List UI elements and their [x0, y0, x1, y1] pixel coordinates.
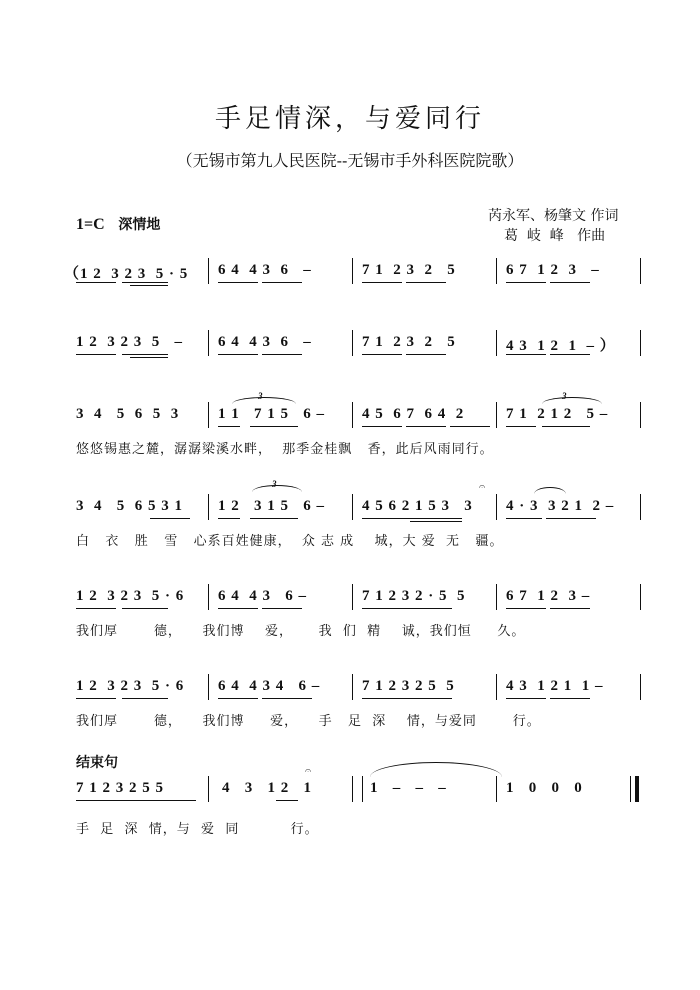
- lyric-line-5: 手 足 深 情，与 爱 同 行。: [76, 822, 319, 837]
- fermata-icon: 𝄐: [479, 480, 486, 493]
- measure-2-4: 4 3 1 2 1 – ）: [506, 338, 616, 354]
- lyric-line-2: 白 衣 胜 雪 心系百姓健康， 众 志 成 城，大 爱 无 疆。: [76, 534, 504, 549]
- tempo-mood: 深情地: [118, 217, 161, 233]
- beam: [150, 518, 190, 519]
- barline: [208, 402, 209, 428]
- barline: [640, 402, 641, 428]
- beam: [362, 608, 452, 609]
- measure-3-1: 3 4 5 6 5 3: [76, 406, 180, 422]
- measure-3-2: 1 1 7 1 5 6 –: [218, 406, 325, 422]
- beam: [250, 426, 298, 427]
- triplet-bracket: [542, 397, 602, 404]
- measure-6-1: 1 2 3 2 3 5 · 6: [76, 678, 185, 694]
- beam: [218, 608, 258, 609]
- measure-4-2: 1 2 3 1 5 6 –: [218, 498, 325, 514]
- barline: [208, 674, 209, 700]
- triplet-bracket: [232, 397, 296, 404]
- composer: 葛 岐 峰 作曲: [504, 228, 606, 244]
- barline: [352, 584, 353, 610]
- triplet-mark: 3: [258, 391, 263, 401]
- barline: [352, 674, 353, 700]
- tie: [370, 762, 502, 777]
- measure-1-3: 7 1 2 3 2 5: [362, 262, 456, 278]
- notes-system-1-m1: [64, 262, 188, 283]
- barline: [208, 776, 209, 802]
- measure-5-2: 6 4 4 3 6 –: [218, 588, 307, 604]
- beam: [506, 354, 546, 355]
- beam: [262, 608, 302, 609]
- beam: [76, 800, 196, 801]
- key-signature: [76, 214, 160, 234]
- beam: [218, 354, 258, 355]
- measure-7-1: 7 1 2 3 2 5 5: [76, 780, 164, 796]
- beam: [362, 698, 452, 699]
- triplet-bracket: [252, 485, 302, 492]
- barline: [352, 494, 353, 520]
- barline: [352, 776, 353, 802]
- triplet-mark: 3: [562, 391, 567, 401]
- barline: [496, 494, 497, 520]
- barline: [352, 402, 353, 428]
- barline: [640, 258, 641, 284]
- beam: [406, 282, 446, 283]
- measure-2-1: 1 2 3 2 3 5 –: [76, 334, 183, 350]
- tie: [534, 487, 566, 494]
- beam: [506, 608, 546, 609]
- beam: [76, 354, 116, 355]
- intro-paren: （: [64, 266, 81, 282]
- measure-1-4: 6 7 1 2 3 –: [506, 262, 600, 278]
- beam: [362, 354, 402, 355]
- measure-7-2: 4 3 1 2 1: [222, 780, 312, 796]
- final-barline-thin: [630, 776, 631, 802]
- beam: [506, 282, 546, 283]
- beam: [130, 285, 168, 286]
- barline: [352, 258, 353, 284]
- beam: [76, 282, 116, 283]
- measure-6-4: 4 3 1 2 1 1 –: [506, 678, 604, 694]
- barline: [496, 402, 497, 428]
- beam: [362, 426, 402, 427]
- barline: [496, 258, 497, 284]
- beam: [76, 698, 116, 699]
- barline: [496, 674, 497, 700]
- beam: [218, 518, 240, 519]
- beam: [506, 518, 542, 519]
- barline: [208, 494, 209, 520]
- beam: [122, 282, 168, 283]
- measure-4-3: 4 5 6 2 1 5 3 3: [362, 498, 473, 514]
- beam: [122, 608, 168, 609]
- final-barline-thick: [635, 776, 639, 802]
- barline: [352, 330, 353, 356]
- beam: [262, 354, 302, 355]
- measure-3-3: 4 5 6 7 6 4 2: [362, 406, 465, 422]
- beam: [250, 518, 298, 519]
- measure-6-2: 6 4 4 3 4 6 –: [218, 678, 321, 694]
- measure-3-4: 7 1 2 1 2 5 –: [506, 406, 609, 422]
- barline: [640, 330, 641, 356]
- measure-2-3: 7 1 2 3 2 5: [362, 334, 456, 350]
- measure-4-4: 4 · 3 3 2 1 2 –: [506, 498, 615, 514]
- barline: [208, 584, 209, 610]
- beam: [76, 608, 116, 609]
- beam: [406, 354, 446, 355]
- measure-1-2: 6 4 4 3 6 –: [218, 262, 312, 278]
- beam: [218, 282, 258, 283]
- beam: [506, 698, 546, 699]
- beam: [550, 608, 590, 609]
- measure-7-3: 1 – – –: [370, 780, 447, 796]
- coda-label: 结束句: [76, 755, 118, 771]
- barline: [496, 776, 497, 802]
- beam: [130, 357, 168, 358]
- beam: [410, 521, 462, 522]
- fermata-icon: 𝄐: [305, 764, 312, 777]
- triplet-mark: 3: [272, 479, 277, 489]
- beam: [542, 426, 590, 427]
- beam: [406, 426, 446, 427]
- song-title: 手足情深，与爱同行: [214, 104, 485, 134]
- key-label: 1=C: [76, 216, 105, 233]
- measure-4-1: 3 4 5 6 5 3 1: [76, 498, 183, 514]
- lyric-line-4: 我们厚 德， 我们博 爱， 手 足 深 情，与爱同 行。: [76, 714, 541, 729]
- lyric-line-1: 悠悠锡惠之麓，潺潺梁溪水畔， 那季金桂飘 香，此后风雨同行。: [76, 442, 494, 457]
- measure-5-4: 6 7 1 2 3 –: [506, 588, 591, 604]
- beam: [550, 698, 590, 699]
- beam: [262, 282, 302, 283]
- beam: [362, 518, 462, 519]
- measure-5-3: 7 1 2 3 2 · 5 5: [362, 588, 466, 604]
- beam: [218, 426, 240, 427]
- measure-1-1: 1 2 3 2 3 5 · 5: [80, 266, 189, 282]
- measure-7-4: 1 0 0 0: [506, 780, 583, 796]
- barline: [362, 776, 363, 802]
- beam: [122, 354, 168, 355]
- beam: [362, 282, 402, 283]
- barline: [640, 674, 641, 700]
- beam: [450, 426, 490, 427]
- lyric-line-3: 我们厚 德， 我们博 爱， 我 们 精 诚，我们恒 久。: [76, 624, 526, 639]
- song-subtitle: （无锡市第九人民医院--无锡市手外科医院院歌）: [176, 151, 524, 170]
- beam: [218, 698, 258, 699]
- barline: [208, 330, 209, 356]
- barline: [640, 584, 641, 610]
- beam: [276, 800, 298, 801]
- barline: [496, 330, 497, 356]
- beam: [506, 426, 536, 427]
- measure-5-1: 1 2 3 2 3 5 · 6: [76, 588, 185, 604]
- beam: [262, 698, 312, 699]
- credits: [488, 206, 618, 246]
- measure-2-2: 6 4 4 3 6 –: [218, 334, 312, 350]
- beam: [546, 518, 596, 519]
- beam: [550, 282, 590, 283]
- barline: [496, 584, 497, 610]
- lyricists: 芮永军、杨肇文 作词: [488, 208, 619, 224]
- barline: [208, 258, 209, 284]
- measure-6-3: 7 1 2 3 2 5 5: [362, 678, 455, 694]
- beam: [550, 354, 590, 355]
- barline: [640, 494, 641, 520]
- beam: [122, 698, 168, 699]
